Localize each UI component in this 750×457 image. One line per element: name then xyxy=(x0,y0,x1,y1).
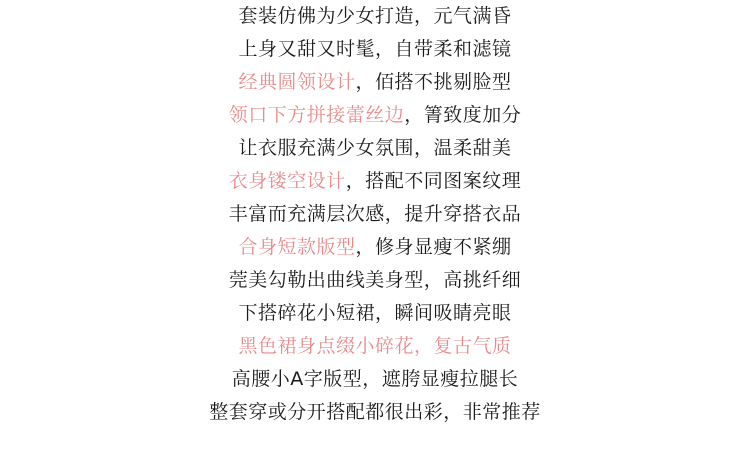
highlight-text: 黑色裙身点缀小碎花，复古气质 xyxy=(238,335,512,357)
line-text: 让衣服充满少女氛围，温柔甜美 xyxy=(238,137,512,159)
description-line xyxy=(0,69,750,95)
description-line xyxy=(0,366,750,392)
description-line xyxy=(0,300,750,326)
line-text: 套装仿佛为少女打造，元气满昏 xyxy=(238,5,512,27)
description-line xyxy=(0,399,750,425)
highlight-text: 经典圆领设计 xyxy=(238,71,356,93)
description-line xyxy=(0,135,750,161)
line-text: ，箐致度加分 xyxy=(404,104,522,126)
line-text: ，修身显瘦不紧绷 xyxy=(355,236,512,258)
line-text: 高腰小A字版型，遮胯显瘦拉腿长 xyxy=(231,368,519,390)
line-text: 上身又甜又时髦，自带柔和滤镜 xyxy=(238,38,512,60)
description-line xyxy=(0,201,750,227)
highlight-text: 衣身镂空设计 xyxy=(228,170,346,192)
line-text: 莞美勾勒出曲线美身型，高挑纤细 xyxy=(228,269,522,291)
description-line xyxy=(0,234,750,260)
description-line xyxy=(0,168,750,194)
description-line xyxy=(0,3,750,29)
line-text: 下搭碎花小短裙，瞬间吸睛亮眼 xyxy=(238,302,512,324)
line-text: 整套穿或分开搭配都很出彩，非常推荐 xyxy=(209,401,541,423)
line-text: ，搭配不同图案纹理 xyxy=(345,170,522,192)
description-line xyxy=(0,36,750,62)
line-text: 丰富而充满层次感，提升穿搭衣品 xyxy=(228,203,522,225)
description-line xyxy=(0,333,750,359)
highlight-text: 领口下方拼接蕾丝边 xyxy=(228,104,405,126)
line-text: ，佰搭不挑剔脸型 xyxy=(355,71,512,93)
highlight-text: 合身短款版型 xyxy=(238,236,356,258)
description-line xyxy=(0,102,750,128)
description-line xyxy=(0,267,750,293)
